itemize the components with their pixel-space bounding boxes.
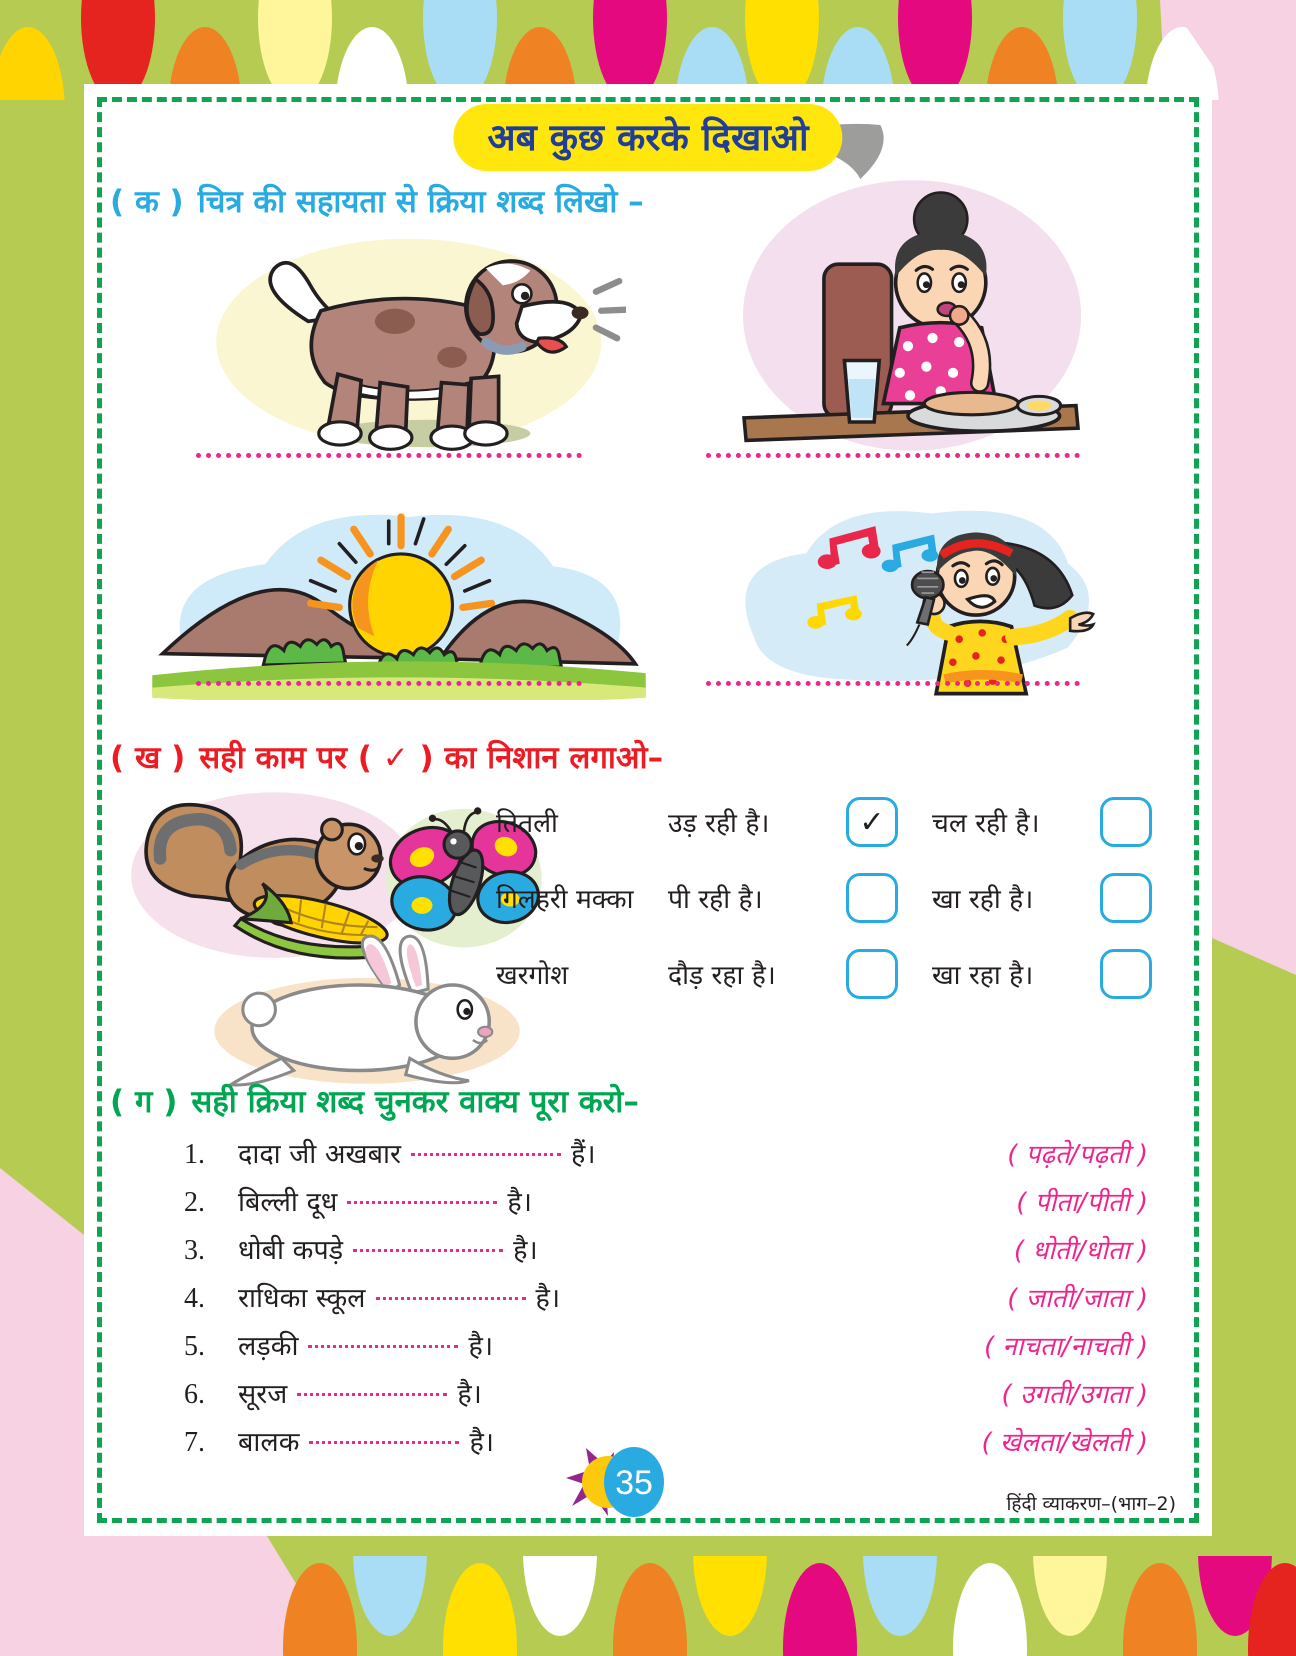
sentence-lead: दादा जी अखबार (238, 1139, 402, 1170)
sentence-tail: है। (457, 1379, 482, 1410)
list-item (184, 1374, 1148, 1422)
list-item (184, 1134, 1148, 1182)
sentence-tail: है। (535, 1283, 561, 1314)
sentence-tail: है। (468, 1331, 494, 1362)
blank-field[interactable] (353, 1246, 503, 1252)
section-ka-heading: ( क ) चित्र की सहायता से क्रिया शब्द लिखो – (110, 184, 644, 220)
blank-field[interactable] (347, 1198, 497, 1204)
sentence-tail: है। (507, 1187, 532, 1218)
list-item (184, 1230, 1148, 1278)
item-number: 3. (184, 1235, 205, 1266)
section-kha-heading: ( ख ) सही काम पर ( ✓ ) का निशान लगाओ– (110, 740, 664, 776)
checkbox[interactable] (1100, 797, 1152, 847)
blank-field[interactable] (376, 1294, 526, 1300)
item-number: 4. (184, 1283, 205, 1314)
list-item (184, 1326, 1148, 1374)
section-ga-label: ( ग ) (110, 1084, 178, 1120)
item-number: 5. (184, 1331, 205, 1362)
blank-field[interactable] (308, 1342, 458, 1348)
row-action-2: चल रही है। (932, 808, 1040, 839)
list-item (184, 1278, 1148, 1326)
sentence-tail: है। (469, 1427, 495, 1458)
table-row (496, 936, 1196, 1012)
section-ka-label: ( क ) (110, 184, 184, 220)
blank-field[interactable] (411, 1150, 561, 1156)
row-action-2: खा रहा है। (932, 960, 1034, 991)
sentence-lead: राधिका स्कूल (238, 1283, 366, 1314)
options-text: ( पीता/पीती ) (1016, 1188, 1148, 1218)
sentence-lead: बालक (238, 1427, 300, 1458)
page-number: 35 (615, 1464, 653, 1502)
checkmark: ✓ (859, 804, 885, 840)
sentence-lead: बिल्ली दूध (238, 1187, 338, 1218)
checkbox[interactable] (1100, 949, 1152, 999)
sentence-lead: लड़की (238, 1331, 299, 1362)
bottom-dots-decoration (0, 1556, 1296, 1656)
girl-singing-illustration (712, 480, 1110, 702)
checkbox[interactable] (846, 797, 898, 847)
answer-line[interactable] (196, 678, 582, 686)
item-number: 6. (184, 1379, 205, 1410)
answer-line[interactable] (706, 450, 1080, 458)
answer-line[interactable] (196, 450, 582, 458)
list-item (184, 1182, 1148, 1230)
checkbox[interactable] (846, 949, 898, 999)
dog-barking-illustration (202, 224, 626, 462)
options-text: ( धोती/धोता ) (1013, 1236, 1148, 1266)
options-text: ( जाती/जाता ) (1007, 1284, 1148, 1314)
blank-field[interactable] (309, 1438, 459, 1444)
row-action-2: खा रही है। (932, 884, 1034, 915)
fill-in-the-blank-list (184, 1134, 1148, 1470)
checkbox[interactable] (1100, 873, 1152, 923)
worksheet-page (84, 84, 1212, 1536)
blank-field[interactable] (297, 1390, 447, 1396)
item-number: 1. (184, 1139, 205, 1170)
row-subject: खरगोश (496, 960, 569, 991)
sentence-lead: सूरज (238, 1379, 288, 1410)
row-subject: गिलहरी मक्का (496, 884, 634, 915)
girl-eating-illustration (714, 172, 1106, 464)
rabbit-running-illustration (196, 934, 532, 1092)
footer-book-title: हिंदी व्याकरण–(भाग–2) (1006, 1493, 1176, 1515)
page-title: अब कुछ करके दिखाओ (453, 104, 842, 171)
page-number-badge (556, 1442, 676, 1530)
table-row (496, 784, 1196, 860)
checkbox[interactable] (846, 873, 898, 923)
options-text: ( पढ़ते/पढ़ती ) (1007, 1140, 1148, 1170)
answer-line[interactable] (706, 678, 1080, 686)
sunrise-illustration (142, 484, 656, 700)
options-text: ( उगती/उगता ) (1001, 1380, 1148, 1410)
kha-answer-table (496, 784, 1196, 1012)
section-kha-label: ( ख ) (110, 740, 186, 776)
row-action-1: उड़ रही है। (668, 808, 770, 839)
sentence-lead: धोबी कपड़े (238, 1235, 344, 1266)
row-subject: तितली (496, 808, 558, 839)
options-text: ( नाचता/नाचती ) (983, 1332, 1148, 1362)
row-action-1: दौड़ रहा है। (668, 960, 776, 991)
options-text: ( खेलता/खेलती ) (981, 1428, 1148, 1458)
table-row (496, 860, 1196, 936)
sentence-tail: हैं। (571, 1139, 596, 1170)
item-number: 2. (184, 1187, 205, 1218)
title-banner (453, 104, 842, 171)
section-ga-heading: ( ग ) सही क्रिया शब्द चुनकर वाक्य पूरा करो– (110, 1084, 639, 1120)
row-action-1: पी रही है। (668, 884, 763, 915)
sentence-tail: है। (513, 1235, 538, 1266)
item-number: 7. (184, 1427, 205, 1458)
